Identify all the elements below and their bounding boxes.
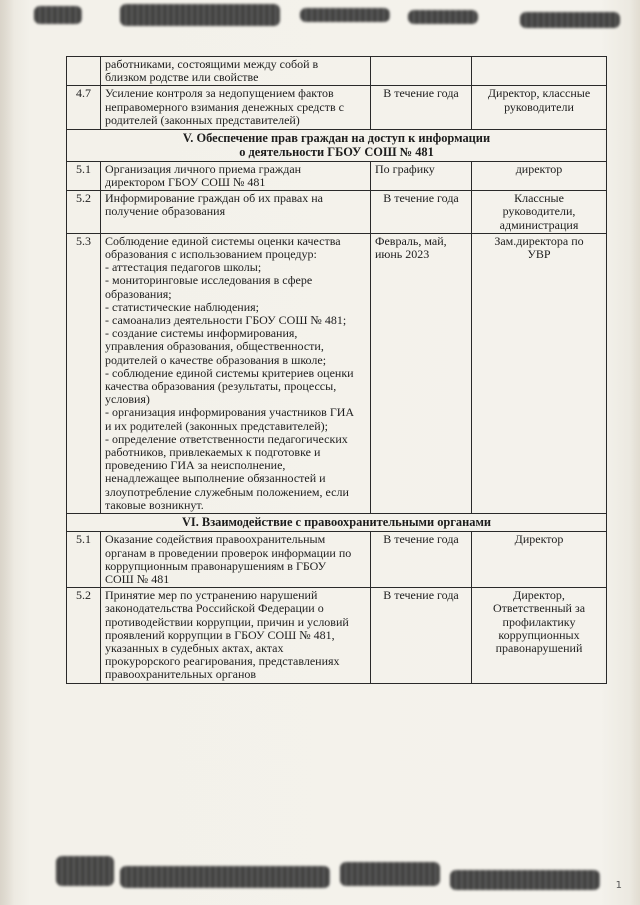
row-number: 5.2 bbox=[67, 191, 101, 234]
row-number: 5.1 bbox=[67, 161, 101, 190]
activity-line: злоупотребление служебным положением, если bbox=[105, 484, 349, 499]
activity-line: проявлений коррупции в ГБОУ СОШ № 481, bbox=[105, 627, 335, 642]
activity-line: близком родстве или свойстве bbox=[105, 70, 259, 85]
section-title-line: VI. Взаимодействие с правоохранительными органами bbox=[181, 515, 492, 530]
responsible-line: Зам.директора по bbox=[494, 233, 584, 248]
activity-line: противодействии коррупции, причин и условий bbox=[105, 614, 349, 629]
responsible-line: УВР bbox=[527, 247, 551, 262]
table-row bbox=[67, 57, 607, 86]
table-row bbox=[67, 161, 607, 190]
scan-artifact-top bbox=[300, 8, 390, 22]
activity-line: Информирование граждан об их правах на bbox=[105, 191, 323, 206]
responsible-line: Директор, классные bbox=[487, 86, 591, 101]
scan-shadow-left bbox=[0, 0, 14, 905]
section-heading bbox=[67, 130, 607, 161]
row-activity bbox=[101, 161, 371, 190]
responsible-line: профилактику bbox=[502, 614, 576, 629]
section-title-line: о деятельности ГБОУ СОШ № 481 bbox=[239, 144, 434, 159]
row-responsible bbox=[472, 588, 607, 683]
row-responsible bbox=[472, 532, 607, 588]
activity-line: работниками, состоящими между собой в bbox=[105, 57, 319, 71]
row-number: 5.3 bbox=[67, 233, 101, 513]
activity-line: Усиление контроля за недопущением фактов bbox=[105, 86, 334, 101]
activity-line: образования; bbox=[105, 286, 172, 301]
row-term: По графику bbox=[371, 161, 472, 190]
term-line: июнь 2023 bbox=[375, 247, 430, 262]
activity-line: указанных в судебных актах, актах bbox=[105, 640, 284, 655]
table-row bbox=[67, 86, 607, 130]
row-term: В течение года bbox=[371, 191, 472, 234]
activity-line: Организация личного приема граждан bbox=[105, 161, 302, 176]
activity-line: директором ГБОУ СОШ № 481 bbox=[105, 175, 266, 190]
activity-line: работников, привлекаемых к подготовке и bbox=[105, 445, 321, 460]
activity-line: Соблюдение единой системы оценки качества bbox=[105, 233, 341, 248]
activity-line: - самоанализ деятельности ГБОУ СОШ № 481; bbox=[105, 313, 347, 328]
row-responsible bbox=[472, 86, 607, 130]
row-term: В течение года bbox=[371, 86, 472, 130]
section-heading bbox=[67, 514, 607, 532]
table-row bbox=[67, 233, 607, 513]
section-heading-row bbox=[67, 514, 607, 532]
activity-line: - аттестация педагогов школы; bbox=[105, 260, 262, 275]
responsible-line: правонарушений bbox=[495, 640, 583, 655]
activity-line: родителей о качестве образования в школе; bbox=[105, 352, 327, 367]
activity-line: управления образования, общественности, bbox=[105, 339, 324, 354]
activity-line: - статистические наблюдения; bbox=[105, 299, 259, 314]
activity-line: Принятие мер по устранению нарушений bbox=[105, 588, 318, 603]
activity-line: прокурорского реагирования, представлениях bbox=[105, 654, 340, 669]
activity-line: - определение ответственности педагогических bbox=[105, 431, 348, 446]
scan-artifact-top bbox=[408, 10, 478, 24]
activity-line: условия) bbox=[105, 392, 150, 407]
activity-line: правоохранительных органов bbox=[105, 667, 257, 682]
activity-line: проведению ГИА за неисполнение, bbox=[105, 458, 286, 473]
row-number bbox=[67, 57, 101, 86]
scan-artifact-top bbox=[34, 6, 82, 24]
section-title-line: V. Обеспечение прав граждан на доступ к информации bbox=[182, 131, 491, 146]
row-activity bbox=[101, 191, 371, 234]
row-responsible bbox=[472, 161, 607, 190]
table-row bbox=[67, 588, 607, 683]
row-term bbox=[371, 233, 472, 513]
responsible-line: руководители bbox=[504, 99, 574, 114]
activity-line: законодательства Российской Федерации о bbox=[105, 601, 324, 616]
activity-line: и их родителей (законных представителей); bbox=[105, 418, 328, 433]
responsible-line: Директор, bbox=[513, 588, 565, 603]
scan-artifact-top bbox=[520, 12, 620, 28]
scan-artifact-bottom bbox=[56, 856, 114, 886]
row-number: 5.2 bbox=[67, 588, 101, 683]
activity-line: образования с использованием процедур: bbox=[105, 247, 317, 262]
section-heading-row bbox=[67, 130, 607, 161]
row-responsible bbox=[472, 57, 607, 86]
responsible-line: директор bbox=[515, 161, 563, 176]
activity-line: Оказание содействия правоохранительным bbox=[105, 532, 326, 547]
activity-line: получение образования bbox=[105, 204, 226, 219]
activity-line: - соблюдение единой системы критериев оценки bbox=[105, 365, 354, 380]
activity-line: - мониторинговые исследования в сфере bbox=[105, 273, 313, 288]
row-term: В течение года bbox=[371, 588, 472, 683]
table-row bbox=[67, 532, 607, 588]
row-number: 4.7 bbox=[67, 86, 101, 130]
activity-line: родителей (законных представителей) bbox=[105, 112, 300, 127]
row-number: 5.1 bbox=[67, 532, 101, 588]
activity-line: органам в проведении проверок информации по bbox=[105, 545, 352, 560]
page-corner-mark: 1 bbox=[615, 880, 622, 891]
activity-line: - создание системы информирования, bbox=[105, 326, 298, 341]
row-responsible bbox=[472, 191, 607, 234]
table-row bbox=[67, 191, 607, 234]
scan-artifact-bottom bbox=[340, 862, 440, 886]
row-responsible bbox=[472, 233, 607, 513]
anti-corruption-plan-table bbox=[66, 56, 607, 684]
row-activity bbox=[101, 57, 371, 86]
activity-line: коррупционным правонарушениям в ГБОУ bbox=[105, 558, 327, 573]
activity-line: таковые возникнут. bbox=[105, 497, 204, 512]
scan-artifact-bottom bbox=[120, 866, 330, 888]
row-term bbox=[371, 57, 472, 86]
activity-line: ненадлежащее выполнение обязанностей и bbox=[105, 471, 326, 486]
scan-shadow-right bbox=[630, 0, 640, 905]
activity-line: СОШ № 481 bbox=[105, 571, 170, 586]
row-activity bbox=[101, 532, 371, 588]
responsible-line: руководители, bbox=[502, 204, 576, 219]
row-activity bbox=[101, 86, 371, 130]
responsible-line: Ответственный за bbox=[492, 601, 586, 616]
activity-line: неправомерного взимания денежных средств с bbox=[105, 99, 344, 114]
responsible-line: Директор bbox=[514, 532, 564, 547]
responsible-line: коррупционных bbox=[498, 627, 580, 642]
responsible-line: Классные bbox=[514, 191, 564, 206]
row-activity bbox=[101, 233, 371, 513]
activity-line: качества образования (результаты, процессы, bbox=[105, 379, 337, 394]
term-line: Февраль, май, bbox=[375, 233, 447, 248]
responsible-line: администрация bbox=[499, 217, 579, 232]
row-activity bbox=[101, 588, 371, 683]
activity-line: - организация информирования участников ГИА bbox=[105, 405, 355, 420]
row-term: В течение года bbox=[371, 532, 472, 588]
scan-artifact-bottom bbox=[450, 870, 600, 890]
scan-artifact-top bbox=[120, 4, 280, 26]
